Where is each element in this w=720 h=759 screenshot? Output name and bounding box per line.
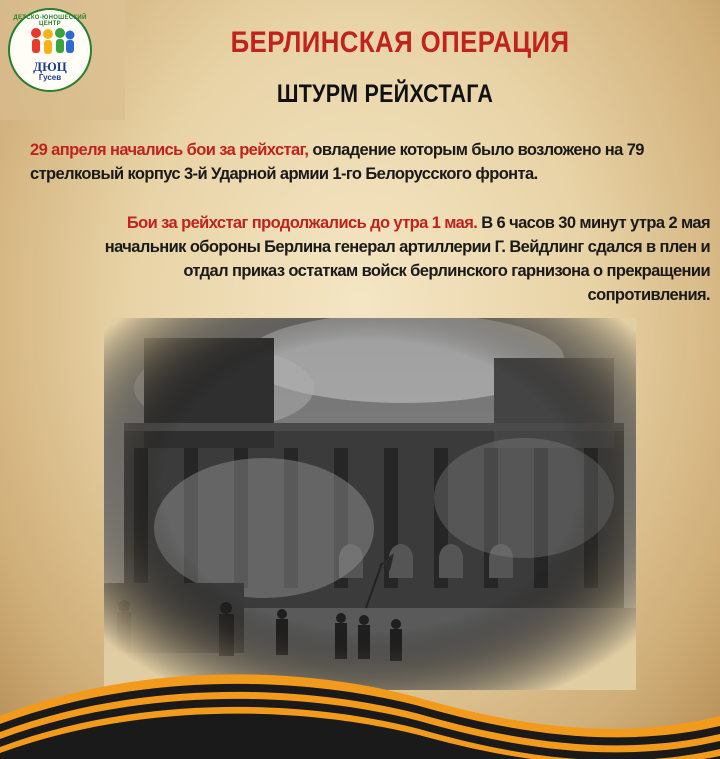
paragraph-1 bbox=[30, 138, 690, 186]
organization-logo bbox=[8, 8, 92, 92]
page-title: БЕРЛИНСКАЯ ОПЕРАЦИЯ bbox=[230, 26, 570, 59]
paragraph-2-highlight: Бои за рейхстаг продолжались до утра 1 мая. bbox=[126, 214, 478, 232]
paragraph-2-line-2: начальник обороны Берлина генерал артиллерии Г. Вейдлинг сдался в плен и bbox=[104, 238, 710, 256]
logo-city-text: Гусев bbox=[38, 73, 62, 82]
logo-ring-text: ДЕТСКО-ЮНОШЕСКИЙ ЦЕНТР bbox=[13, 15, 87, 27]
paragraph-1-highlight: 29 апреля начались бои за рейхстаг, bbox=[30, 141, 309, 159]
paragraph-2-line-4: сопротивления. bbox=[587, 286, 710, 304]
logo-main-text: ДЮЦ bbox=[33, 59, 67, 74]
paragraph-2-line-3: отдал приказ остаткам войск берлинского гарнизона о прекращении bbox=[183, 262, 710, 280]
paragraph-1-text: овладение которым было возложено на 79 стрелковый корпус 3-й Ударной армии 1-го Белорусского фронта. bbox=[30, 141, 644, 183]
paragraph-2 bbox=[70, 211, 710, 307]
children-figures-icon bbox=[26, 25, 78, 59]
reichstag-assault-photo bbox=[104, 318, 636, 690]
paragraph-2-line-1: В 6 часов 30 минут утра 2 мая bbox=[477, 214, 710, 232]
page-subtitle: ШТУРМ РЕЙХСТАГА bbox=[276, 80, 494, 108]
